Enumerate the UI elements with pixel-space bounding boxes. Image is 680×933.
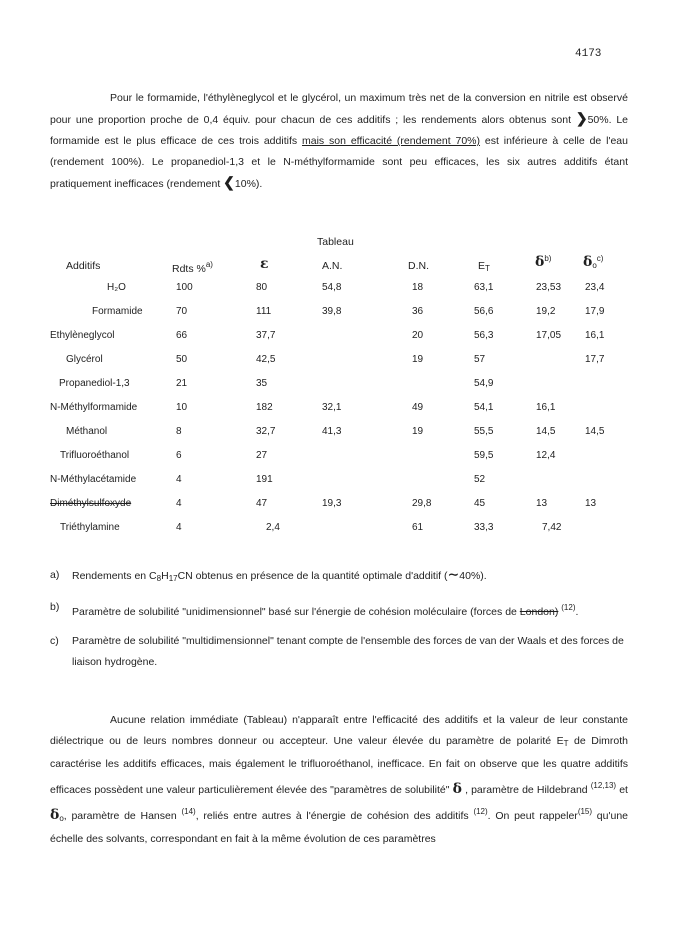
cell-dn: 49 [412, 402, 424, 413]
footnote-c-label: c) [50, 635, 59, 647]
cell-et: 55,5 [474, 426, 494, 437]
cell-et: 33,3 [474, 522, 494, 533]
cell-dn: 36 [412, 306, 424, 317]
cell-additif: Formamide [92, 306, 143, 317]
footnote-a-text-2: H [161, 570, 169, 582]
cell-delta: 19,2 [536, 306, 556, 317]
cell-delta0: 13 [585, 498, 597, 509]
discussion-text-2: de Dimroth caractérise les additifs efficaces, mais également le trifluoroéthanol, inefficace. En fait on observe que les quatre additifs efficaces possèdent une valeur particulièrement élevée des "paramètres de solubilité" [50, 735, 628, 796]
header-delta0 [583, 254, 603, 270]
footnote-a-label: a) [50, 569, 60, 581]
cell-epsilon: 111 [256, 306, 272, 317]
cell-additif: Glycérol [66, 354, 103, 365]
cell-rdts: 4 [176, 522, 182, 533]
ref-15: (15) [577, 807, 593, 816]
underlined-phrase: mais son efficacité (rendement 70%) [301, 135, 481, 147]
delta0-symbol: δ [50, 807, 60, 823]
cell-dn: 20 [412, 330, 424, 341]
header-additifs: Additifs [66, 260, 101, 272]
discussion-text-5: , paramètre de Hansen [63, 810, 182, 822]
cell-dn: 18 [412, 282, 424, 293]
cell-delta: 14,5 [536, 426, 556, 437]
delta0-subscript: o [59, 814, 64, 823]
intro-text-4: 10%). [234, 178, 263, 190]
ref-12-13: (12,13) [590, 781, 617, 790]
cell-rdts: 4 [176, 498, 182, 509]
discussion-text-1: Aucune relation immédiate (Tableau) n'apparaît entre l'efficacité des additifs et la valeur de leur constante diélectrique ou de leurs nombres donneur ou accepteur. Une valeur élevée du paramètre de polarité E [50, 714, 628, 747]
footnote-a-text-4: 40%). [459, 570, 487, 582]
cell-rdts: 21 [176, 378, 188, 389]
cell-dn: 19 [412, 426, 424, 437]
header-epsilon: ε [260, 256, 269, 272]
footnote-a-text-3: CN obtenus en présence de la quantité optimale d'additif ( [177, 570, 448, 582]
cell-additif: N-Méthylacétamide [50, 474, 137, 485]
footnote-b [50, 597, 630, 623]
table-row [0, 474, 680, 494]
cell-delta0: 23,4 [585, 282, 605, 293]
cell-additif: H₂O [107, 282, 126, 293]
table-row [0, 354, 680, 374]
cell-additif: Propanediol-1,3 [59, 378, 130, 389]
table-row [0, 426, 680, 446]
cell-rdts: 8 [176, 426, 182, 437]
cell-an: 19,3 [322, 498, 342, 509]
cell-additif: Méthanol [66, 426, 108, 437]
cell-epsilon: 182 [256, 402, 273, 413]
cell-rdts: 50 [176, 354, 188, 365]
cell-epsilon: 191 [256, 474, 273, 485]
header-delta-note: b) [544, 254, 552, 263]
cell-an: 41,3 [322, 426, 342, 437]
cell-epsilon: 80 [256, 282, 268, 293]
table-row [0, 498, 680, 518]
cell-an: 39,8 [322, 306, 342, 317]
cell-et: 54,1 [474, 402, 494, 413]
table-header [0, 254, 680, 278]
cell-rdts: 66 [176, 330, 188, 341]
cell-et: 56,3 [474, 330, 494, 341]
intro-paragraph [50, 88, 628, 195]
intro-text-2: 50%. Le formamide est le plus efficace de ces trois additifs [50, 114, 628, 147]
header-delta-symbol: δ [535, 254, 545, 270]
ref-12: (12) [473, 807, 488, 816]
cell-additif: N-Méthylformamide [50, 402, 138, 413]
header-delta [535, 254, 551, 270]
cell-epsilon: 35 [256, 378, 268, 389]
cell-et: 52 [474, 474, 486, 485]
header-rdts-note: a) [205, 260, 213, 269]
discussion-text-8: qu'une échelle des solvants, correspondant en fait à la même évolution de ces paramètres [50, 810, 629, 845]
header-an: A.N. [322, 260, 343, 272]
cell-delta: 16,1 [536, 402, 556, 413]
cell-et: 59,5 [474, 450, 494, 461]
cell-additif: Diméthylsulfoxyde [50, 498, 132, 509]
footnote-a-sub-2: 17 [168, 574, 178, 583]
cell-epsilon: 27 [256, 450, 268, 461]
less-than-symbol: ❮ [223, 175, 235, 191]
et-subscript: T [563, 739, 569, 748]
table-row [0, 282, 680, 302]
cell-additif: Triéthylamine [60, 522, 120, 533]
page-number: 4173 [575, 48, 602, 60]
cell-rdts: 6 [176, 450, 182, 461]
cell-rdts: 4 [176, 474, 182, 485]
delta-symbol: δ [452, 781, 462, 797]
cell-delta: 17,05 [536, 330, 562, 341]
approx-symbol: ∼ [447, 567, 460, 583]
footnote-a [50, 565, 630, 589]
footnote-c [50, 631, 630, 673]
cell-epsilon: 32,7 [256, 426, 276, 437]
cell-rdts: 100 [176, 282, 193, 293]
cell-epsilon: 42,5 [256, 354, 276, 365]
cell-dn: 29,8 [412, 498, 432, 509]
table-row [0, 378, 680, 398]
footnote-a-sub-1: 8 [156, 574, 162, 583]
header-dn: D.N. [408, 260, 429, 272]
footnote-b-label: b) [50, 601, 60, 613]
discussion-paragraph [50, 710, 628, 850]
footnote-b-ref: (12) [561, 603, 576, 612]
cell-delta: 12,4 [536, 450, 556, 461]
header-rdts [172, 260, 213, 275]
table-title: Tableau [317, 236, 354, 248]
cell-et: 56,6 [474, 306, 494, 317]
cell-dn: 19 [412, 354, 424, 365]
footnotes [50, 565, 630, 681]
cell-epsilon: 47 [256, 498, 268, 509]
cell-delta: 13 [536, 498, 548, 509]
footnote-a-text-1: Rendements en C [72, 570, 157, 582]
cell-an: 32,1 [322, 402, 342, 413]
cell-delta0: 16,1 [585, 330, 605, 341]
cell-rdts: 70 [176, 306, 188, 317]
cell-epsilon: 37,7 [256, 330, 276, 341]
cell-epsilon: 2,4 [266, 522, 280, 533]
cell-et: 63,1 [474, 282, 494, 293]
greater-than-symbol: ❯ [575, 111, 588, 127]
cell-et: 54,9 [474, 378, 494, 389]
ref-14: (14) [181, 807, 196, 816]
header-delta0-note: c) [596, 254, 604, 263]
header-rdts-label: Rdts % [172, 263, 206, 275]
cell-rdts: 10 [176, 402, 188, 413]
cell-dn: 61 [412, 522, 424, 533]
cell-delta0: 14,5 [585, 426, 605, 437]
intro-text-3: est inférieure à celle de l'eau (rendement 100%). Le propanediol-1,3 et le N-méthylformamide sont peu efficaces, les six autres additifs étant pratiquement inefficaces (rendement [50, 135, 628, 190]
cell-additif: Ethylèneglycol [50, 330, 115, 341]
discussion-text-3: , paramètre de Hildebrand [461, 784, 591, 796]
cell-et: 57 [474, 354, 486, 365]
discussion-text-7: . On peut rappeler [487, 810, 578, 822]
header-et [478, 260, 490, 273]
intro-text-1: Pour le formamide, l'éthylèneglycol et le glycérol, un maximum très net de la conversion en nitrile est observé pour une proportion proche de 0,4 équiv. pour chacun de ces additifs ; les rendements alors obtenus sont [50, 92, 628, 126]
table-row [0, 330, 680, 350]
cell-delta: 23,53 [536, 282, 562, 293]
table-row [0, 402, 680, 422]
footnote-b-text: Paramètre de solubilité "unidimensionnel" basé sur l'énergie de cohésion moléculaire (forces de [72, 606, 517, 618]
header-delta0-symbol: δ [583, 254, 593, 270]
table-row [0, 306, 680, 326]
header-delta0-sub: o [592, 261, 597, 270]
table-row [0, 522, 680, 542]
footnote-b-london: London) [519, 606, 559, 618]
cell-et: 45 [474, 498, 486, 509]
footnote-b-end: . [575, 606, 579, 618]
cell-delta0: 17,9 [585, 306, 605, 317]
discussion-text-6: , reliés entre autres à l'énergie de cohésion des additifs [195, 810, 474, 822]
cell-an: 54,8 [322, 282, 342, 293]
cell-delta: 7,42 [542, 522, 562, 533]
footnote-c-text: Paramètre de solubilité "multidimensionnel" tenant compte de l'ensemble des forces de van der Waals et des forces de liaison hydrogène. [72, 635, 624, 668]
header-et-sub: T [485, 264, 490, 273]
table-row [0, 450, 680, 470]
discussion-text-4: et [616, 784, 628, 796]
cell-additif: Trifluoroéthanol [60, 450, 130, 461]
cell-delta0: 17,7 [585, 354, 605, 365]
header-et-label: E [478, 260, 486, 272]
